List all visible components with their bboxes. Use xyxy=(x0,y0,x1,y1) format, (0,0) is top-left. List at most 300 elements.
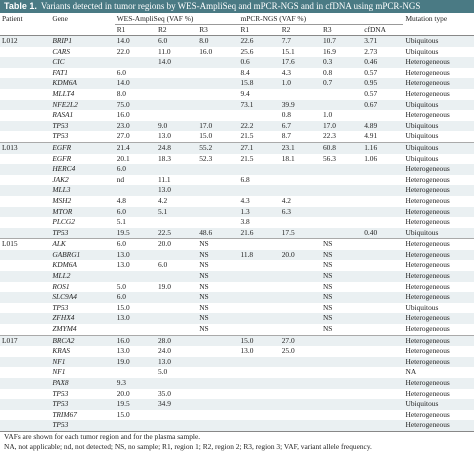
cell-mpcr-r1 xyxy=(238,410,279,421)
cell-mpcr-r1: 21.5 xyxy=(240,131,254,141)
cell-wes-r3: NS xyxy=(199,260,209,270)
cell-cfdna xyxy=(362,410,403,421)
cell-mpcr-r3: NS xyxy=(321,292,362,303)
table-row xyxy=(0,410,474,421)
cell-gene: TP53 xyxy=(52,388,69,398)
cell-mpcr-r2 xyxy=(280,217,321,228)
cell-wes-r2: 22.5 xyxy=(156,228,197,239)
cell-wes-r3: NS xyxy=(199,302,209,312)
cell-wes-r1 xyxy=(115,367,156,378)
cell-wes-r2: 19.0 xyxy=(157,281,171,291)
cell-mpcr-r1: 21.6 xyxy=(238,228,279,239)
table-row xyxy=(0,335,474,346)
cell-wes-r2: 13.0 xyxy=(156,357,197,368)
cell-mutation-type: Heterogeneous xyxy=(403,78,474,89)
table-row xyxy=(0,399,474,410)
header-mpcr-r1: R1 xyxy=(238,25,279,36)
table-row xyxy=(0,78,474,89)
cell-gene: EGFR xyxy=(52,153,72,163)
cell-cfdna xyxy=(362,324,403,335)
table-row xyxy=(0,89,474,100)
cell-mpcr-r2 xyxy=(280,324,321,335)
cell-wes-r3 xyxy=(197,110,238,121)
cell-wes-r1: 19.5 xyxy=(115,399,156,410)
cell-mpcr-r2: 25.0 xyxy=(281,346,295,356)
cell-mpcr-r3: 0.8 xyxy=(322,67,333,77)
cell-wes-r2: 5.1 xyxy=(156,207,197,218)
cell-mutation-type: Heterogeneous xyxy=(405,324,450,334)
cell-mutation-type: Heterogeneous xyxy=(405,281,450,291)
table-row xyxy=(0,271,474,282)
cell-gene: ZFHX4 xyxy=(50,313,114,324)
cell-wes-r3 xyxy=(197,357,238,368)
cell-cfdna xyxy=(362,271,403,282)
cell-mutation-type: Heterogeneous xyxy=(405,260,450,270)
cell-wes-r3: NS xyxy=(197,239,238,250)
table-footnote xyxy=(0,431,474,452)
header-row-regions xyxy=(0,25,474,36)
cell-wes-r2: 13.0 xyxy=(156,185,197,196)
cell-gene: TP53 xyxy=(52,302,69,312)
header-mpcr-r3: R3 xyxy=(321,25,362,36)
cell-mpcr-r1: 22.6 xyxy=(238,36,279,47)
cell-patient xyxy=(0,131,50,142)
cell-cfdna xyxy=(362,313,403,324)
cell-mpcr-r2: 4.3 xyxy=(281,67,291,77)
cell-wes-r3: 55.2 xyxy=(197,142,238,153)
cell-patient xyxy=(0,185,50,196)
cell-wes-r1: 6.0 xyxy=(116,67,126,77)
cell-mpcr-r1 xyxy=(238,110,279,121)
cell-wes-r2: 6.0 xyxy=(156,36,197,47)
cell-patient xyxy=(0,282,50,293)
cell-gene: TP53 xyxy=(50,399,114,410)
cell-wes-r3: NS xyxy=(199,324,209,334)
cell-mpcr-r1 xyxy=(238,271,279,282)
cell-mutation-type: Heterogeneous xyxy=(405,88,450,98)
cell-mpcr-r1 xyxy=(238,185,279,196)
cell-wes-r3 xyxy=(197,335,238,346)
cell-mutation-type: Heterogeneous xyxy=(403,239,474,250)
cell-mpcr-r2 xyxy=(280,357,321,368)
cell-patient: L017 xyxy=(0,335,50,346)
cell-patient xyxy=(0,399,50,410)
table-row xyxy=(0,420,474,431)
cell-patient xyxy=(0,260,50,271)
cell-cfdna xyxy=(362,185,403,196)
cell-mpcr-r3: 56.3 xyxy=(322,153,336,163)
cell-mpcr-r1: 4.3 xyxy=(240,195,250,205)
cell-mutation-type: Heterogeneous xyxy=(403,250,474,261)
cell-wes-r3 xyxy=(197,185,238,196)
cell-gene: FAT1 xyxy=(52,67,68,77)
cell-gene: TP53 xyxy=(50,121,114,132)
cell-mpcr-r3 xyxy=(321,378,362,389)
cell-mpcr-r3 xyxy=(321,217,362,228)
cell-cfdna: 1.16 xyxy=(362,142,403,153)
cell-patient xyxy=(0,207,50,218)
cell-wes-r2 xyxy=(156,164,197,175)
cell-wes-r2 xyxy=(156,420,197,431)
cell-mutation-type: NA xyxy=(405,367,417,377)
cell-wes-r2 xyxy=(156,89,197,100)
cell-patient xyxy=(0,78,50,89)
cell-gene: PLCG2 xyxy=(52,217,75,227)
cell-wes-r1: 75.0 xyxy=(115,100,156,111)
cell-mpcr-r1 xyxy=(238,282,279,293)
cell-mpcr-r1: 8.4 xyxy=(240,67,250,77)
table-row xyxy=(0,68,474,79)
cell-cfdna xyxy=(362,292,403,303)
cell-gene: MTOR xyxy=(50,207,114,218)
cell-mpcr-r2 xyxy=(280,399,321,410)
cell-mutation-type: Heterogeneous xyxy=(403,313,474,324)
cell-wes-r1: 19.0 xyxy=(115,357,156,368)
cell-mutation-type: Ubiquitous xyxy=(405,46,439,56)
cell-wes-r3: 52.3 xyxy=(199,153,213,163)
cell-mpcr-r3 xyxy=(321,420,362,431)
cell-patient xyxy=(0,292,50,303)
cell-mpcr-r1 xyxy=(238,399,279,410)
cell-gene: RASA1 xyxy=(52,110,74,120)
table-row xyxy=(0,57,474,68)
table-row xyxy=(0,100,474,111)
cell-wes-r1: 15.0 xyxy=(116,302,130,312)
cell-wes-r2 xyxy=(156,410,197,421)
cell-wes-r2 xyxy=(156,271,197,282)
cell-wes-r3: NS xyxy=(199,281,209,291)
cell-mpcr-r1 xyxy=(238,420,279,431)
cell-mpcr-r3: 22.3 xyxy=(322,131,336,141)
header-blank-patient xyxy=(0,25,50,36)
cell-cfdna xyxy=(362,282,403,293)
cell-mutation-type: Ubiquitous xyxy=(405,131,439,141)
cell-mpcr-r3 xyxy=(321,346,362,357)
cell-mutation-type: Ubiquitous xyxy=(403,36,474,47)
cell-mutation-type: Heterogeneous xyxy=(403,335,474,346)
cell-mpcr-r2 xyxy=(280,271,321,282)
table-caption xyxy=(0,0,474,13)
cell-wes-r3: NS xyxy=(197,271,238,282)
cell-patient xyxy=(0,378,50,389)
cell-gene: TP53 xyxy=(50,420,114,431)
cell-patient xyxy=(0,217,50,228)
cell-mpcr-r3 xyxy=(321,399,362,410)
cell-cfdna xyxy=(362,420,403,431)
cell-wes-r3 xyxy=(197,175,238,186)
cell-mpcr-r2 xyxy=(280,185,321,196)
cell-mpcr-r2: 1.0 xyxy=(280,78,321,89)
cell-mpcr-r2: 4.2 xyxy=(281,195,291,205)
cell-wes-r2: 34.9 xyxy=(156,399,197,410)
cell-cfdna: 0.46 xyxy=(362,57,403,68)
cell-mpcr-r2 xyxy=(280,175,321,186)
cell-mutation-type: Ubiquitous xyxy=(403,100,474,111)
cell-wes-r3: 15.0 xyxy=(199,131,213,141)
cell-mpcr-r3: NS xyxy=(321,250,362,261)
cell-cfdna: 3.71 xyxy=(362,36,403,47)
cell-gene: GABRG1 xyxy=(50,250,114,261)
cell-wes-r3: NS xyxy=(197,292,238,303)
cell-mpcr-r1: 3.8 xyxy=(240,217,250,227)
header-mpcr-group: mPCR-NGS (VAF %) xyxy=(238,13,403,25)
header-cfdna: cfDNA xyxy=(362,25,403,36)
cell-mpcr-r2: 17.5 xyxy=(280,228,321,239)
cell-patient: L012 xyxy=(0,36,50,47)
cell-mpcr-r3: NS xyxy=(321,271,362,282)
cell-mpcr-r2 xyxy=(280,367,321,378)
cell-patient xyxy=(0,250,50,261)
cell-wes-r1: 23.0 xyxy=(115,121,156,132)
cell-mpcr-r1 xyxy=(238,357,279,368)
cell-cfdna xyxy=(362,207,403,218)
cell-patient xyxy=(0,121,50,132)
cell-mutation-type: Ubiquitous xyxy=(403,399,474,410)
cell-wes-r1: 5.1 xyxy=(116,217,126,227)
cell-mutation-type: Heterogeneous xyxy=(403,292,474,303)
cell-gene: ZMYM4 xyxy=(52,324,77,334)
cell-wes-r1: 13.0 xyxy=(116,346,130,356)
cell-wes-r2: 9.0 xyxy=(156,121,197,132)
cell-patient xyxy=(0,420,50,431)
cell-gene: HERC4 xyxy=(50,164,114,175)
cell-cfdna xyxy=(362,303,403,314)
cell-wes-r1: 22.0 xyxy=(116,46,130,56)
cell-wes-r2 xyxy=(156,78,197,89)
table-row xyxy=(0,282,474,293)
cell-cfdna xyxy=(362,260,403,271)
cell-mpcr-r3 xyxy=(321,100,362,111)
cell-cfdna xyxy=(362,346,403,357)
cell-wes-r2 xyxy=(156,68,197,79)
cell-mutation-type: Heterogeneous xyxy=(405,67,450,77)
cell-gene: ALK xyxy=(50,239,114,250)
cell-wes-r2: 6.0 xyxy=(157,260,168,270)
cell-gene: TRIM67 xyxy=(52,409,77,419)
cell-cfdna: 0.57 xyxy=(364,67,378,77)
cell-wes-r2: 5.0 xyxy=(157,367,168,377)
cell-gene: KRAS xyxy=(52,346,70,356)
header-wes-r2: R2 xyxy=(156,25,197,36)
cell-gene: PAX8 xyxy=(50,378,114,389)
header-patient: Patient xyxy=(2,14,23,24)
header-mpcr-r2: R2 xyxy=(280,25,321,36)
cell-mpcr-r3 xyxy=(321,175,362,186)
cell-patient xyxy=(0,164,50,175)
cell-patient xyxy=(0,346,50,357)
cell-wes-r2: 24.8 xyxy=(156,142,197,153)
cell-wes-r1: 16.0 xyxy=(115,335,156,346)
cell-wes-r2: 11.0 xyxy=(157,46,171,56)
cell-wes-r1 xyxy=(115,420,156,431)
cell-mpcr-r2: 7.7 xyxy=(280,36,321,47)
cell-mpcr-r2 xyxy=(280,410,321,421)
cell-mpcr-r2 xyxy=(280,164,321,175)
cell-mpcr-r1 xyxy=(238,260,279,271)
cell-cfdna xyxy=(362,217,403,228)
cell-mpcr-r1: 9.4 xyxy=(240,88,250,98)
cell-mutation-type: Ubiquitous xyxy=(403,142,474,153)
cell-mpcr-r3 xyxy=(321,367,362,378)
cell-patient xyxy=(0,303,50,314)
cell-wes-r2: 18.3 xyxy=(157,153,171,163)
cell-patient xyxy=(0,100,50,111)
cell-wes-r3 xyxy=(197,389,238,400)
table-row xyxy=(0,324,474,335)
cell-mpcr-r3: NS xyxy=(321,313,362,324)
cell-mpcr-r2 xyxy=(280,260,321,271)
cell-cfdna: 4.89 xyxy=(362,121,403,132)
cell-mpcr-r3 xyxy=(321,335,362,346)
cell-patient xyxy=(0,367,50,378)
cell-mpcr-r1 xyxy=(238,292,279,303)
cell-gene: BRIP1 xyxy=(50,36,114,47)
cell-wes-r3 xyxy=(197,68,238,79)
cell-patient xyxy=(0,324,50,335)
cell-mutation-type: Heterogeneous xyxy=(403,357,474,368)
cell-cfdna xyxy=(362,378,403,389)
cell-wes-r2 xyxy=(156,250,197,261)
cell-mpcr-r1 xyxy=(238,239,279,250)
cell-wes-r2: 11.1 xyxy=(157,174,171,184)
table-row xyxy=(0,196,474,207)
cell-mpcr-r3: NS xyxy=(322,281,333,291)
cell-mpcr-r2: 27.0 xyxy=(280,335,321,346)
cell-gene: NF1 xyxy=(50,357,114,368)
cell-mpcr-r3 xyxy=(321,196,362,207)
cell-mpcr-r2: 8.7 xyxy=(281,131,291,141)
table-row xyxy=(0,357,474,368)
cell-mpcr-r2: 0.8 xyxy=(281,110,291,120)
cell-mpcr-r3 xyxy=(321,357,362,368)
cell-wes-r2 xyxy=(156,217,197,228)
cell-mpcr-r1 xyxy=(238,389,279,400)
cell-wes-r1: 15.0 xyxy=(116,409,130,419)
cell-wes-r3: 8.0 xyxy=(197,36,238,47)
cell-mutation-type: Heterogeneous xyxy=(403,57,474,68)
cell-mpcr-r3: 17.0 xyxy=(321,121,362,132)
cell-mpcr-r1: 11.8 xyxy=(238,250,279,261)
cell-mpcr-r2: 18.1 xyxy=(281,153,295,163)
cell-patient xyxy=(0,271,50,282)
header-wes-group: WES-AmpliSeq (VAF %) xyxy=(115,13,239,25)
cell-mpcr-r3: 0.7 xyxy=(321,78,362,89)
cell-wes-r3: 48.6 xyxy=(197,228,238,239)
table-row xyxy=(0,47,474,58)
header-mutation-type: Mutation type xyxy=(405,14,448,24)
table-row xyxy=(0,121,474,132)
cell-mpcr-r1: 13.0 xyxy=(240,346,254,356)
cell-wes-r1: 6.0 xyxy=(115,292,156,303)
cell-wes-r1 xyxy=(115,324,156,335)
cell-gene: MLLT4 xyxy=(52,88,75,98)
cell-wes-r3 xyxy=(197,100,238,111)
cell-patient xyxy=(0,313,50,324)
cell-mpcr-r2 xyxy=(280,239,321,250)
cell-wes-r1: 5.0 xyxy=(116,281,126,291)
cell-gene: CARS xyxy=(52,46,70,56)
cell-mpcr-r2 xyxy=(280,303,321,314)
table-row xyxy=(0,260,474,271)
cell-mpcr-r1: 25.6 xyxy=(240,46,254,56)
cell-gene: MLL3 xyxy=(50,185,114,196)
cell-wes-r3 xyxy=(197,410,238,421)
cell-wes-r1: 8.0 xyxy=(116,88,126,98)
cell-gene: KDM6A xyxy=(50,78,114,89)
cell-mpcr-r1: 1.3 xyxy=(238,207,279,218)
cell-wes-r1: nd xyxy=(116,174,125,184)
cell-wes-r2: 4.2 xyxy=(157,195,168,205)
table-row xyxy=(0,164,474,175)
cell-wes-r2 xyxy=(156,110,197,121)
cell-mutation-type: Heterogeneous xyxy=(405,110,450,120)
cell-mpcr-r2: 20.0 xyxy=(280,250,321,261)
cell-mutation-type: Heterogeneous xyxy=(403,185,474,196)
cell-cfdna xyxy=(362,389,403,400)
cell-wes-r2 xyxy=(156,303,197,314)
cell-wes-r3 xyxy=(197,164,238,175)
cell-mutation-type: Ubiquitous xyxy=(403,121,474,132)
cell-cfdna xyxy=(362,164,403,175)
cell-cfdna: 0.95 xyxy=(362,78,403,89)
cell-wes-r3 xyxy=(197,420,238,431)
cell-mpcr-r1: 21.5 xyxy=(240,153,254,163)
table-row xyxy=(0,250,474,261)
table-row xyxy=(0,207,474,218)
cell-cfdna xyxy=(362,250,403,261)
cell-wes-r1: 19.5 xyxy=(115,228,156,239)
cell-wes-r2 xyxy=(156,100,197,111)
cell-wes-r3: 17.0 xyxy=(197,121,238,132)
table-row xyxy=(0,228,474,239)
cell-cfdna xyxy=(362,399,403,410)
cell-mutation-type: Heterogeneous xyxy=(405,195,450,205)
cell-patient xyxy=(0,196,50,207)
cell-wes-r1: 6.0 xyxy=(115,164,156,175)
cell-cfdna xyxy=(362,367,403,378)
cell-wes-r3: 16.0 xyxy=(199,46,213,56)
cell-cfdna xyxy=(362,335,403,346)
cell-mpcr-r2 xyxy=(280,378,321,389)
cell-wes-r1 xyxy=(115,271,156,282)
cell-patient: L013 xyxy=(0,142,50,153)
table-row xyxy=(0,378,474,389)
header-blank-type xyxy=(403,25,474,36)
table-row xyxy=(0,313,474,324)
cell-gene: ROS1 xyxy=(52,281,70,291)
cell-mutation-type: Heterogeneous xyxy=(405,346,450,356)
cell-wes-r1: 20.0 xyxy=(116,388,130,398)
variants-table xyxy=(0,13,474,431)
cell-cfdna xyxy=(362,110,403,121)
cell-wes-r3 xyxy=(197,378,238,389)
cell-mpcr-r1 xyxy=(238,313,279,324)
footnote-line-1: VAFs are shown for each tumor region and for the plasma sample. xyxy=(4,431,201,441)
cell-mutation-type: Heterogeneous xyxy=(405,388,450,398)
cell-wes-r1 xyxy=(115,57,156,68)
table-row xyxy=(0,142,474,153)
cell-gene: KDM6A xyxy=(52,260,77,270)
cell-mpcr-r3: 10.7 xyxy=(321,36,362,47)
cell-mpcr-r3: 1.0 xyxy=(322,110,333,120)
table-row xyxy=(0,185,474,196)
cell-wes-r2: 35.0 xyxy=(157,388,171,398)
cell-mpcr-r1 xyxy=(238,367,279,378)
cell-wes-r2: 20.0 xyxy=(156,239,197,250)
cell-cfdna xyxy=(362,175,403,186)
cell-mpcr-r2 xyxy=(280,313,321,324)
cell-mpcr-r3 xyxy=(321,185,362,196)
